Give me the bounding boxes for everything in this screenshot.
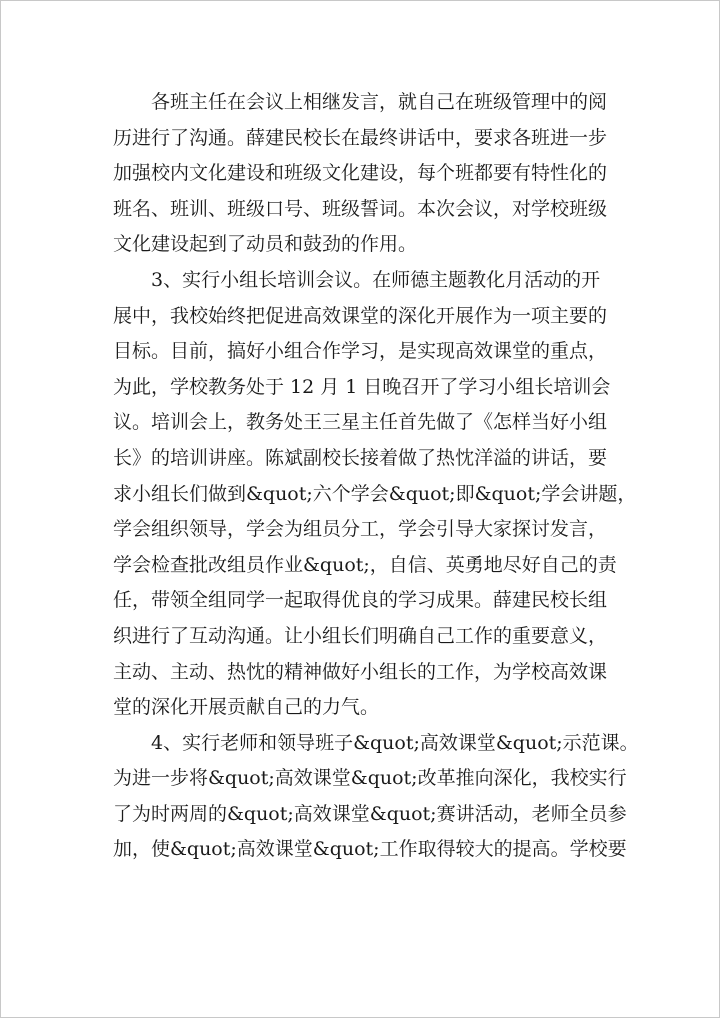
paragraph-line: 历进行了沟通。薛建民校长在最终讲话中，要求各班进一步 [113, 126, 608, 149]
paragraph-line: 展中，我校始终把促进高效课堂的深化开展作为一项主要的 [113, 304, 608, 327]
paragraph-line: 议。培训会上，教务处王三星主任首先做了《怎样当好小组 [113, 411, 608, 434]
paragraph-line: 求小组长们做到&quot;六个学会&quot;即&quot;学会讲题， [113, 482, 637, 505]
paragraph-line: 各班主任在会议上相继发言，就自己在班级管理中的阅 [151, 91, 608, 113]
paragraph-line: 学会检查批改组员作业&quot;，自信、英勇地尽好自己的责 [113, 553, 617, 576]
paragraph-line: 织进行了互动沟通。让小组长们明确自己工作的重要意义， [113, 624, 608, 647]
document-body [113, 85, 639, 868]
paragraph-line: 目标。目前，搞好小组合作学习，是实现高效课堂的重点， [113, 340, 608, 363]
paragraph-line: 主动、主动、热忱的精神做好小组长的工作，为学校高效课 [113, 660, 608, 683]
paragraph-line: 4、实行老师和领导班子&quot;高效课堂&quot;示范课。 [151, 731, 639, 754]
paragraph-line: 任，带领全组同学一起取得优良的学习成果。薛建民校长组 [113, 589, 608, 612]
paragraph-line: 了为时两周的&quot;高效课堂&quot;赛讲活动，老师全员参 [113, 802, 627, 825]
paragraph-line: 加，使&quot;高效课堂&quot;工作取得较大的提高。学校要 [113, 838, 627, 861]
paragraph-line: 3、实行小组长培训会议。在师德主题教化月活动的开 [151, 268, 601, 291]
paragraph-line: 长》的培训讲座。陈斌副校长接着做了热忱洋溢的讲话，要 [113, 446, 608, 469]
paragraph-line: 为进一步将&quot;高效课堂&quot;改革推向深化，我校实行 [113, 767, 627, 790]
paragraph-line: 为此，学校教务处于 12 月 1 日晚召开了学习小组长培训会 [113, 375, 611, 398]
paragraph-line: 文化建设起到了动员和鼓劲的作用。 [113, 233, 418, 256]
paragraph-line: 加强校内文化建设和班级文化建设，每个班都要有特性化的 [113, 162, 608, 185]
paragraph-line: 学会组织领导，学会为组员分工，学会引导大家探讨发言， [113, 518, 608, 541]
paragraph-line: 班名、班训、班级口号、班级誓词。本次会议，对学校班级 [113, 197, 608, 220]
paragraph-line: 堂的深化开展贡献自己的力气。 [113, 696, 380, 719]
